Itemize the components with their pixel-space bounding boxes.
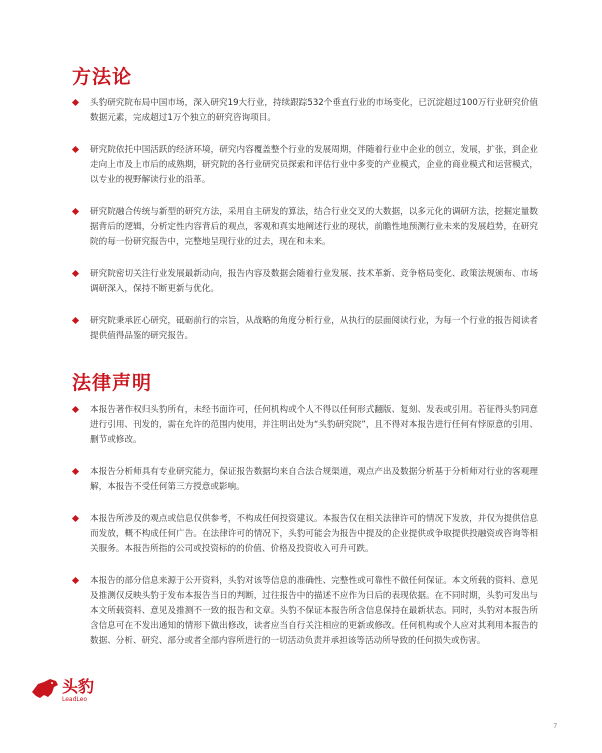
diamond-bullet-icon (72, 317, 79, 324)
diamond-bullet-icon (72, 146, 79, 153)
logo-subtext: LeadLeo (62, 696, 88, 703)
list-item: 本报告著作权归头豹所有，未经书面许可，任何机构或个人不得以任何形式翻版、复刻、发表或引用。若征得头豹同意进行引用、刊发的，需在允许的范围内使用，并注明出处为“头豹研究院”，且不得对本报告进行任何有悖原意的引用、删节或修改。 (68, 403, 538, 448)
diamond-bullet-icon (72, 99, 79, 106)
legal-list (68, 403, 538, 649)
list-item: 本报告的部分信息来源于公开资料，头豹对该等信息的准确性、完整性或可靠性不做任何保证。本文所载的资料、意见及推测仅反映头豹于发布本报告当日的判断，过往报告中的描述不应作为日后的表现依据。在不同时期，头豹可发出与本文所载资料、意见及推测不一致的报告和文章。头豹不保证本报告所含信息保持在最新状态。同时，头豹对本报告所含信息可在不发出通知的情形下做出修改，读者应当自行关注相应的更新或修改。任何机构或个人应对其利用本报告的数据、分析、研究、部分或者全部内容所进行的一切活动负责并承担该等活动所导致的任何损失或伤害。 (68, 574, 538, 649)
leadleo-logo (30, 672, 170, 716)
list-item: 研究院秉承匠心研究，砥砺前行的宗旨，从战略的角度分析行业，从执行的层面阅读行业，为每一个行业的报告阅读者提供值得品鉴的研究报告。 (68, 314, 538, 344)
leopard-icon (30, 676, 60, 700)
list-item: 本报告分析师具有专业研究能力，保证报告数据均来自合法合规渠道，观点产出及数据分析基于分析师对行业的客观理解，本报告不受任何第三方授意或影响。 (68, 465, 538, 495)
diamond-bullet-icon (72, 270, 79, 277)
logo-text: 头豹 (62, 677, 95, 696)
list-item: 研究院融合传统与新型的研究方法，采用自主研发的算法，结合行业交叉的大数据，以多元化的调研方法，挖掘定量数据背后的逻辑，分析定性内容背后的观点，客观和真实地阐述行业的现状，前瞻性地预测行业未来的发展趋势，在研究院的每一份研究报告中，完整地呈现行业的过去，现在和未来。 (68, 205, 538, 250)
list-item: 头豹研究院布局中国市场，深入研究19大行业，持续跟踪532个垂直行业的市场变化，已沉淀超过100万行业研究价值数据元素，完成超过1万个独立的研究咨询项目。 (68, 96, 538, 126)
diamond-bullet-icon (72, 468, 79, 475)
methodology-list (68, 96, 538, 344)
diamond-bullet-icon (72, 515, 79, 522)
diamond-bullet-icon (72, 577, 79, 584)
diamond-bullet-icon (72, 406, 79, 413)
list-item: 本报告所涉及的观点或信息仅供参考，不构成任何投资建议。本报告仅在相关法律许可的情况下发放，并仅为提供信息而发放，概不构成任何广告。在法律许可的情况下，头豹可能会为报告中提及的企业提供或争取提供投融资或咨询等相关服务。本报告所指的公司或投资标的的价值、价格及投资收入可升可跌。 (68, 512, 538, 557)
list-item: 研究院依托中国活跃的经济环境，研究内容覆盖整个行业的发展周期，伴随着行业中企业的创立，发展，扩张，到企业走向上市及上市后的成熟期，研究院的各行业研究员探索和评估行业中多变的产业模式，企业的商业模式和运营模式，以专业的视野解读行业的沿革。 (68, 143, 538, 188)
section-title-methodology: 方法论 (72, 66, 133, 88)
section-title-legal: 法律声明 (72, 372, 153, 394)
diamond-bullet-icon (72, 208, 79, 215)
list-item: 研究院密切关注行业发展最新动向，报告内容及数据会随着行业发展、技术革新、竞争格局变化、政策法规颁布、市场调研深入，保持不断更新与优化。 (68, 267, 538, 297)
page-number: 7 (553, 722, 558, 730)
